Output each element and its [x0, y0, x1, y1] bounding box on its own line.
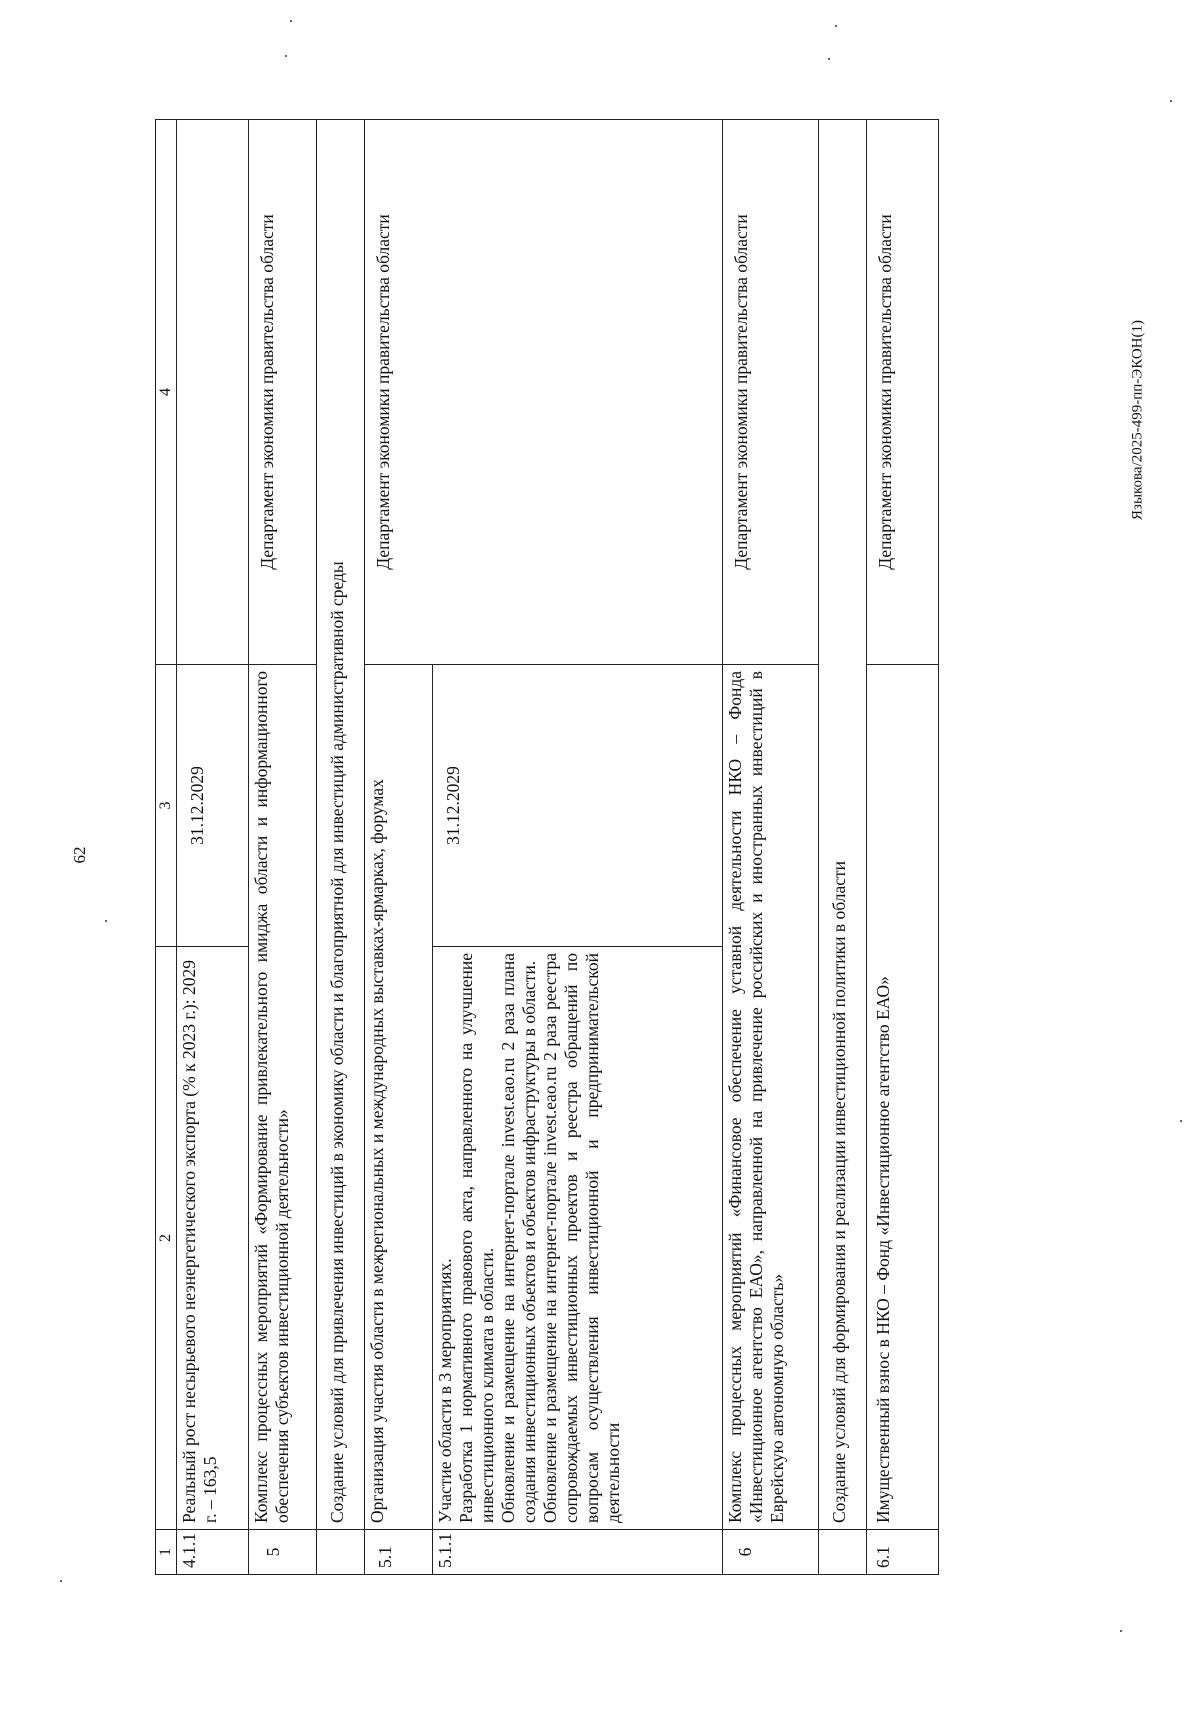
row-text-line: Обновление и размещение на интернет-портале invest.eao.ru 2 раза плана создания инвестиционных объектов и объектов инфраструктуры в области. [498, 953, 539, 1523]
row-number-empty [317, 1530, 365, 1575]
scan-speck [290, 20, 292, 22]
scan-speck [105, 920, 107, 922]
table-row [249, 120, 317, 1575]
row-text-line: Разработка 1 нормативного правового акта, направленного на улучшение инвестиционного климата в области. [456, 953, 497, 1523]
row-text: Комплекс процессных мероприятий «Формирование привлекательного имиджа области и информационного обеспечения субъектов инвестиционной деятельности» [249, 665, 317, 1530]
section-row [317, 120, 365, 1575]
row-text: Имущественный взнос в НКО – Фонд «Инвестиционное агентство ЕАО» [867, 665, 939, 1530]
row-number: 5.1.1 [433, 1530, 723, 1575]
scan-speck [1120, 1630, 1122, 1632]
row-responsible: Департамент экономики правительства области [867, 120, 939, 665]
scan-speck [835, 25, 837, 27]
header-cell: 3 [156, 665, 177, 947]
section-row [819, 120, 867, 1575]
header-cell: 4 [156, 120, 177, 665]
row-text [433, 947, 723, 1530]
table-header-row [156, 120, 177, 1575]
row-number: 6.1 [867, 1530, 939, 1575]
table-row [723, 120, 819, 1575]
header-cell: 2 [156, 947, 177, 1530]
table-row [867, 120, 939, 1575]
table-row [365, 120, 433, 1575]
page-number: 62 [70, 846, 89, 864]
scan-speck [1170, 100, 1172, 102]
row-responsible [177, 120, 249, 665]
row-number-empty [819, 1530, 867, 1575]
row-date: 31.12.2029 [433, 665, 723, 947]
row-text: Организация участия области в межрегиональных и международных выставках-ярмарках, форумах [365, 665, 433, 1530]
document-code: Языкова/2025-499-пп-ЭКОН(1) [1129, 320, 1146, 520]
section-title: Создание условий для формирования и реализации инвестиционной политики в области [819, 120, 867, 1530]
header-cell: 1 [156, 1530, 177, 1575]
measures-table [155, 119, 939, 1575]
section-title: Создание условий для привлечения инвестиций в экономику области и благоприятной для инвестиций административной среды [317, 120, 365, 1530]
row-number: 6 [723, 1530, 819, 1575]
scan-speck [1180, 1120, 1182, 1122]
scan-speck [828, 58, 830, 60]
row-text: Реальный рост несырьевого неэнергетического экспорта (% к 2023 г.): 2029 г. – 163,5 [177, 947, 249, 1530]
row-date: 31.12.2029 [177, 665, 249, 947]
rotated-page [155, 120, 1050, 1575]
row-text: Комплекс процессных мероприятий «Финансовое обеспечение уставной деятельности НКО – Фонда «Инвестиционное агентство ЕАО», направленной на привлечение российских и иностранных инвестиций в Еврейскую автономную область» [723, 665, 819, 1530]
row-number: 5.1 [365, 1530, 433, 1575]
row-responsible: Департамент экономики правительства области [723, 120, 819, 665]
row-responsible: Департамент экономики правительства области [365, 120, 723, 665]
row-text-line: Обновление и размещение на интернет-портале invest.eao.ru 2 раза реестра сопровождаемых инвестиционных проектов и реестра обращений по вопросам осуществления инвестиционной и предпринимательской деятельности [540, 953, 623, 1523]
row-responsible: Департамент экономики правительства области [249, 120, 317, 665]
scan-speck [60, 1580, 62, 1582]
scan-speck [285, 55, 287, 57]
table-row [177, 120, 249, 1575]
row-text-line: Участие области в 3 мероприятиях. [435, 1258, 455, 1523]
row-number: 5 [249, 1530, 317, 1575]
row-number: 4.1.1 [177, 1530, 249, 1575]
